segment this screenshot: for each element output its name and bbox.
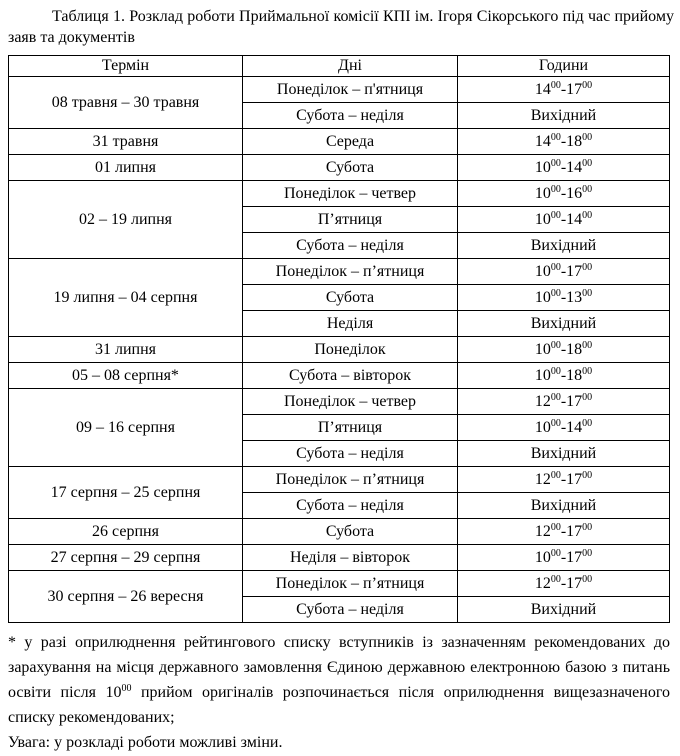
term-cell: 31 липня bbox=[9, 337, 243, 363]
hours-from-hour: 10 bbox=[534, 366, 551, 384]
hours-from-minutes: 00 bbox=[550, 183, 561, 195]
days-cell: Понеділок – п’ятниця bbox=[243, 571, 458, 597]
hours-separator: - bbox=[560, 418, 567, 436]
hours-from-minutes: 00 bbox=[550, 417, 561, 429]
hours-separator: - bbox=[560, 262, 567, 280]
table-row bbox=[9, 467, 670, 493]
days-cell: Неділя bbox=[243, 311, 458, 337]
hours-separator: - bbox=[560, 470, 567, 488]
hours-cell bbox=[458, 545, 670, 571]
header-row bbox=[9, 56, 670, 77]
hours-separator: - bbox=[560, 184, 567, 202]
hours-from-hour: 10 bbox=[534, 158, 551, 176]
hours-from-minutes: 00 bbox=[550, 339, 561, 351]
days-cell: Понеділок bbox=[243, 337, 458, 363]
hours-cell: Вихідний bbox=[458, 597, 670, 623]
hours-from-hour: 10 bbox=[534, 210, 551, 228]
days-cell: Понеділок – п’ятниця bbox=[243, 467, 458, 493]
hours-from-hour: 14 bbox=[534, 132, 551, 150]
hours-cell bbox=[458, 77, 670, 103]
table-row bbox=[9, 129, 670, 155]
schedule-body bbox=[9, 77, 670, 623]
header-days: Дні bbox=[243, 56, 458, 77]
hours-separator: - bbox=[560, 80, 567, 98]
table-row bbox=[9, 571, 670, 597]
hours-from-hour: 10 bbox=[534, 340, 551, 358]
hours-separator: - bbox=[560, 288, 567, 306]
hours-from-hour: 14 bbox=[534, 80, 551, 98]
days-cell: Неділя – вівторок bbox=[243, 545, 458, 571]
table-row bbox=[9, 259, 670, 285]
days-cell: Понеділок – четвер bbox=[243, 181, 458, 207]
hours-to-hour: 14 bbox=[566, 158, 583, 176]
hours-to-minutes: 00 bbox=[582, 131, 593, 143]
hours-separator: - bbox=[560, 522, 567, 540]
footnote-superscript: 00 bbox=[121, 683, 132, 694]
hours-cell bbox=[458, 363, 670, 389]
hours-to-hour: 14 bbox=[566, 210, 583, 228]
hours-to-hour: 17 bbox=[566, 392, 583, 410]
hours-cell: Вихідний bbox=[458, 103, 670, 129]
hours-to-hour: 13 bbox=[566, 288, 583, 306]
table-row bbox=[9, 519, 670, 545]
hours-cell bbox=[458, 337, 670, 363]
term-cell: 08 травня – 30 травня bbox=[9, 77, 243, 129]
footnote bbox=[8, 630, 670, 730]
table-row bbox=[9, 155, 670, 181]
hours-from-hour: 12 bbox=[534, 522, 551, 540]
days-cell: Понеділок – четвер bbox=[243, 389, 458, 415]
hours-from-minutes: 00 bbox=[550, 157, 561, 169]
hours-from-hour: 10 bbox=[534, 184, 551, 202]
days-cell: П’ятниця bbox=[243, 415, 458, 441]
hours-cell bbox=[458, 129, 670, 155]
hours-cell bbox=[458, 259, 670, 285]
hours-separator: - bbox=[560, 158, 567, 176]
hours-cell bbox=[458, 389, 670, 415]
hours-cell bbox=[458, 467, 670, 493]
days-cell: Субота – неділя bbox=[243, 103, 458, 129]
hours-from-hour: 12 bbox=[534, 392, 551, 410]
header-term: Термін bbox=[9, 56, 243, 77]
days-cell: Субота – неділя bbox=[243, 493, 458, 519]
hours-from-hour: 12 bbox=[534, 574, 551, 592]
hours-from-hour: 10 bbox=[534, 418, 551, 436]
table-row bbox=[9, 337, 670, 363]
table-row bbox=[9, 545, 670, 571]
term-cell: 30 серпня – 26 вересня bbox=[9, 571, 243, 623]
hours-to-minutes: 00 bbox=[582, 287, 593, 299]
term-cell: 17 серпня – 25 серпня bbox=[9, 467, 243, 519]
days-cell: Субота – вівторок bbox=[243, 363, 458, 389]
hours-from-hour: 10 bbox=[534, 288, 551, 306]
hours-to-minutes: 00 bbox=[582, 261, 593, 273]
hours-to-minutes: 00 bbox=[582, 469, 593, 481]
term-cell: 05 – 08 серпня* bbox=[9, 363, 243, 389]
hours-to-hour: 17 bbox=[566, 548, 583, 566]
hours-to-minutes: 00 bbox=[582, 339, 593, 351]
hours-separator: - bbox=[560, 132, 567, 150]
days-cell: Субота – неділя bbox=[243, 597, 458, 623]
table-row bbox=[9, 77, 670, 103]
hours-cell bbox=[458, 571, 670, 597]
hours-from-minutes: 00 bbox=[550, 547, 561, 559]
hours-to-minutes: 00 bbox=[582, 365, 593, 377]
hours-to-minutes: 00 bbox=[582, 79, 593, 91]
schedule-table bbox=[8, 55, 670, 623]
hours-to-minutes: 00 bbox=[582, 521, 593, 533]
hours-to-minutes: 00 bbox=[582, 183, 593, 195]
hours-to-minutes: 00 bbox=[582, 157, 593, 169]
hours-to-hour: 14 bbox=[566, 418, 583, 436]
hours-cell: Вихідний bbox=[458, 233, 670, 259]
table-row bbox=[9, 181, 670, 207]
hours-cell bbox=[458, 415, 670, 441]
hours-to-hour: 17 bbox=[566, 522, 583, 540]
header-hours: Години bbox=[458, 56, 670, 77]
term-cell: 02 – 19 липня bbox=[9, 181, 243, 259]
hours-separator: - bbox=[560, 366, 567, 384]
hours-separator: - bbox=[560, 574, 567, 592]
hours-cell: Вихідний bbox=[458, 493, 670, 519]
term-cell: 19 липня – 04 серпня bbox=[9, 259, 243, 337]
term-cell: 26 серпня bbox=[9, 519, 243, 545]
days-cell: Субота bbox=[243, 285, 458, 311]
hours-from-minutes: 00 bbox=[550, 287, 561, 299]
hours-to-hour: 17 bbox=[566, 80, 583, 98]
hours-from-minutes: 00 bbox=[550, 521, 561, 533]
hours-separator: - bbox=[560, 340, 567, 358]
hours-to-hour: 17 bbox=[566, 574, 583, 592]
days-cell: Середа bbox=[243, 129, 458, 155]
term-cell: 01 липня bbox=[9, 155, 243, 181]
hours-to-hour: 18 bbox=[566, 132, 583, 150]
hours-to-minutes: 00 bbox=[582, 391, 593, 403]
table-row bbox=[9, 363, 670, 389]
hours-to-minutes: 00 bbox=[582, 209, 593, 221]
term-cell: 31 травня bbox=[9, 129, 243, 155]
days-cell: Субота bbox=[243, 155, 458, 181]
warning-note: Увага: у розкладі роботи можливі зміни. bbox=[8, 734, 283, 751]
term-cell: 09 – 16 серпня bbox=[9, 389, 243, 467]
days-cell: Субота – неділя bbox=[243, 441, 458, 467]
hours-from-hour: 10 bbox=[534, 262, 551, 280]
table-caption: Таблиця 1. Розклад роботи Приймальної комісії КПІ ім. Ігоря Сікорського під час прийому заяв та документів bbox=[8, 8, 674, 46]
hours-separator: - bbox=[560, 392, 567, 410]
hours-from-hour: 12 bbox=[534, 470, 551, 488]
days-cell: Субота bbox=[243, 519, 458, 545]
hours-cell: Вихідний bbox=[458, 311, 670, 337]
term-cell: 27 серпня – 29 серпня bbox=[9, 545, 243, 571]
hours-cell bbox=[458, 181, 670, 207]
hours-from-minutes: 00 bbox=[550, 209, 561, 221]
notes bbox=[8, 630, 670, 755]
table-row bbox=[9, 389, 670, 415]
footnote-text-start: * у разі оприлюднення рейтингового списку вступників із зазначенням рекомендованих до зарахування на місця державного замовлення Єдиною державною електронною базою з питань освіти після 10 bbox=[8, 634, 670, 701]
hours-cell bbox=[458, 207, 670, 233]
days-cell: Субота – неділя bbox=[243, 233, 458, 259]
hours-from-minutes: 00 bbox=[550, 469, 561, 481]
hours-separator: - bbox=[560, 548, 567, 566]
hours-to-hour: 16 bbox=[566, 184, 583, 202]
hours-cell bbox=[458, 519, 670, 545]
hours-from-minutes: 00 bbox=[550, 365, 561, 377]
hours-to-minutes: 00 bbox=[582, 417, 593, 429]
hours-from-minutes: 00 bbox=[550, 79, 561, 91]
hours-to-hour: 17 bbox=[566, 262, 583, 280]
hours-to-hour: 17 bbox=[566, 470, 583, 488]
hours-from-minutes: 00 bbox=[550, 573, 561, 585]
hours-to-minutes: 00 bbox=[582, 547, 593, 559]
hours-separator: - bbox=[560, 210, 567, 228]
hours-from-minutes: 00 bbox=[550, 391, 561, 403]
hours-to-hour: 18 bbox=[566, 340, 583, 358]
hours-to-hour: 18 bbox=[566, 366, 583, 384]
hours-from-minutes: 00 bbox=[550, 131, 561, 143]
hours-from-hour: 10 bbox=[534, 548, 551, 566]
footnote-text-end: прийом оригіналів розпочинається після оприлюднення вищезазначеного списку рекомендованих; bbox=[8, 684, 670, 726]
hours-cell bbox=[458, 285, 670, 311]
hours-from-minutes: 00 bbox=[550, 261, 561, 273]
hours-to-minutes: 00 bbox=[582, 573, 593, 585]
days-cell: П’ятниця bbox=[243, 207, 458, 233]
days-cell: Понеділок – п'ятниця bbox=[243, 77, 458, 103]
days-cell: Понеділок – п’ятниця bbox=[243, 259, 458, 285]
hours-cell bbox=[458, 155, 670, 181]
hours-cell: Вихідний bbox=[458, 441, 670, 467]
